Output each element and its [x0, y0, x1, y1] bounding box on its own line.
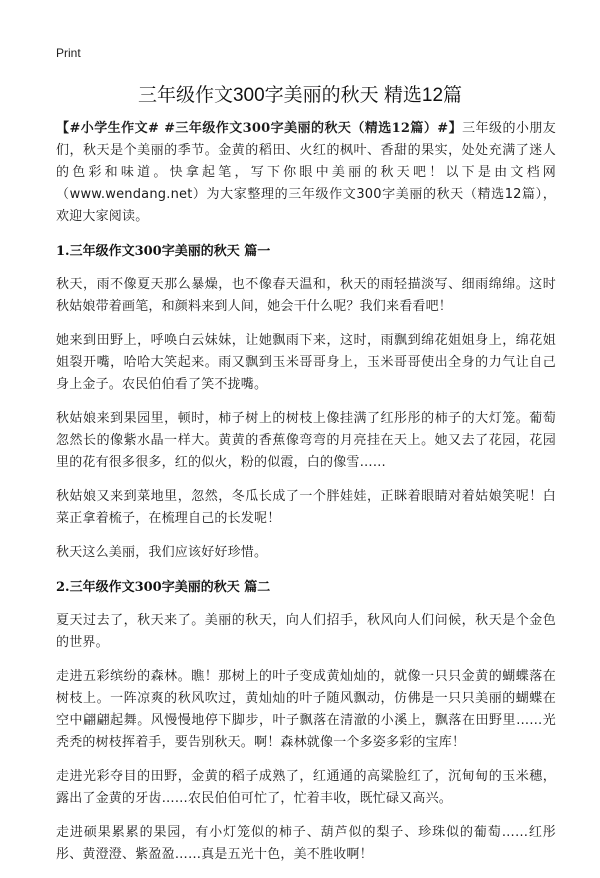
intro-tag: 【#小学生作文# #三年级作文300字美丽的秋天（精选12篇）#】 — [56, 121, 463, 136]
section-2 — [56, 578, 556, 866]
paragraph: 秋姑娘来到果园里，顿时，柿子树上的树枝上像挂满了红彤彤的柿子的大灯笼。葡萄忽然长的像紫水晶一样大。黄黄的香蕉像弯弯的月亮挂在天上。她又去了花园，花园里的花有很多很多，红的似火，粉的似霞，白的像雪…… — [56, 411, 556, 470]
intro-paragraph — [56, 118, 556, 228]
article-body — [56, 118, 556, 878]
paragraph: 走进光彩夺目的田野，金黄的稻子成熟了，红通通的高粱脸红了，沉甸甸的玉米穗，露出了金黄的牙齿……农民伯伯可忙了，忙着丰收，既忙碌又高兴。 — [56, 769, 556, 806]
paragraph: 走进五彩缤纷的森林。瞧！那树上的叶子变成黄灿灿的，就像一只只金黄的蝴蝶落在树枝上。一阵凉爽的秋风吹过，黄灿灿的叶子随风飘动，仿佛是一只只美丽的蝴蝶在空中翩翩起舞。风慢慢地停下脚步，叶子飘落在清澈的小溪上，飘落在田野里……光秃秃的树枝挥着手，要告别秋天。啊！森林就像一个多姿多彩的宝库！ — [56, 669, 556, 750]
intro-text: 三年级的小朋友们，秋天是个美丽的季节。金黄的稻田、火红的枫叶、香甜的果实，处处充满了迷人的色彩和味道。快拿起笔，写下你眼中美丽的秋天吧！以下是由文档网（www.wendang.net）为大家整理的三年级作文300字美丽的秋天（精选12篇），欢迎大家阅读。 — [56, 121, 556, 224]
section-1 — [56, 242, 556, 564]
print-label: Print — [56, 46, 81, 60]
paragraph: 夏天过去了，秋天来了。美丽的秋天，向人们招手，秋风向人们问候，秋天是个金色的世界。 — [56, 613, 556, 650]
document-title: 三年级作文300字美丽的秋天 精选12篇 — [137, 85, 463, 106]
paragraph: 秋天，雨不像夏天那么暴燥，也不像春天温和，秋天的雨轻描淡写、细雨绵绵。这时秋姑娘带着画笔，和颜料来到人间，她会干什么呢？我们来看看吧！ — [56, 277, 556, 314]
paragraph: 走进硕果累累的果园，有小灯笼似的柿子、葫芦似的梨子、珍珠似的葡萄……红彤彤、黄澄澄、紫盈盈……真是五光十色，美不胜收啊！ — [56, 825, 556, 862]
section-heading: 2.三年级作文300字美丽的秋天 篇二 — [56, 580, 271, 595]
paragraph: 秋姑娘又来到菜地里，忽然，冬瓜长成了一个胖娃娃，正眯着眼睛对着姑娘笑呢！白菜正拿着梳子，在梳理自己的长发呢！ — [56, 489, 556, 526]
paragraph: 秋天这么美丽，我们应该好好珍惜。 — [56, 545, 268, 560]
section-heading: 1.三年级作文300字美丽的秋天 篇一 — [56, 244, 271, 259]
paragraph: 她来到田野上，呼唤白云妹妹，让她飘雨下来，这时，雨飘到绵花姐姐身上，绵花姐姐裂开嘴，哈哈大笑起来。雨又飘到玉米哥哥身上，玉米哥哥使出全身的力气让自己身上金子。农民伯伯看了笑不拢嘴。 — [56, 333, 556, 392]
